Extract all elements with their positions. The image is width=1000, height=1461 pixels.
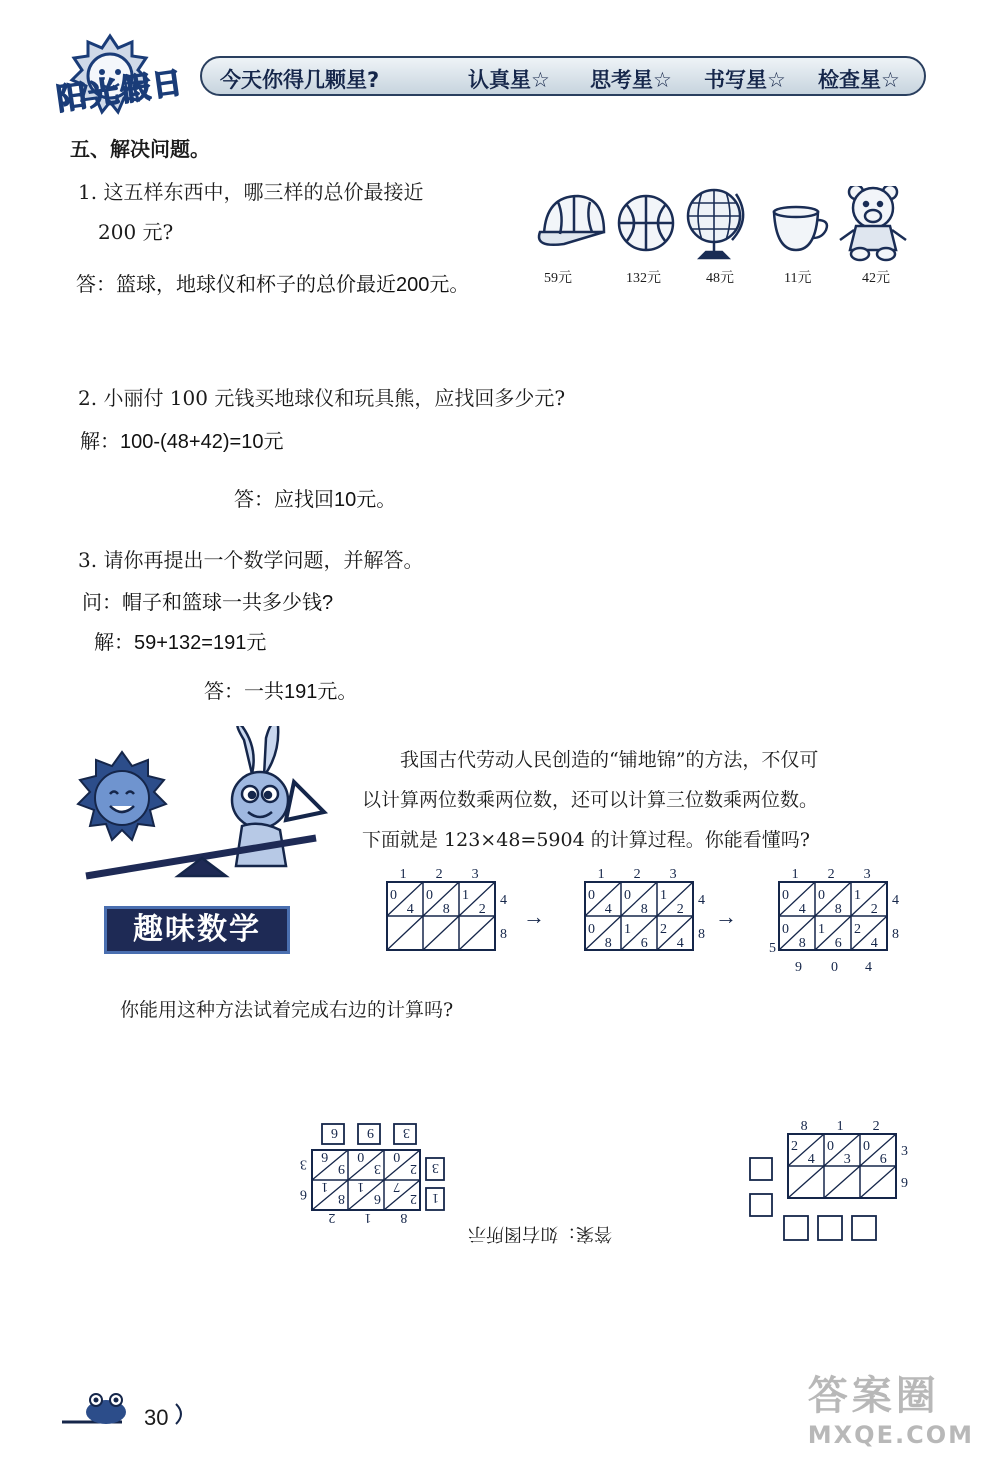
cell-ones-digit: 8 [640,902,648,917]
cell-tens-digit: 8 [338,1191,345,1206]
cell-tens-digit: 2 [791,1139,798,1154]
star-writing: 书写星☆ [704,68,786,92]
cell-ones-digit: 2 [676,902,684,917]
fun-math-para-line1: 我国古代劳动人民创造的“铺地锦”的方法，不仅可 [400,749,819,771]
teddy-bear-icon [840,186,906,260]
side-digit: 8 [500,927,507,943]
cap-icon [539,196,604,245]
cell-tens-digit: 9 [338,1161,345,1176]
page-number: 30 [144,1405,169,1430]
cell-ones-digit: 8 [798,936,806,951]
result-digit-1: 5 [769,941,776,956]
cell-ones-digit: 6 [321,1149,329,1164]
cell-ones-digit: 4 [406,902,414,917]
cell-tens-digit: 1 [818,922,825,937]
price-basketball: 132元 [626,271,661,286]
result-digit-3: 0 [831,960,838,975]
cell-tens-digit: 6 [374,1191,381,1206]
q2-answer: 答：应找回10元。 [234,489,397,511]
q3-text: 3. 请你再提出一个数学问题，并解答。 [78,548,424,572]
result-digit-4: 4 [865,960,872,975]
cell-ones-digit: 8 [834,902,842,917]
price-bear: 42元 [862,271,890,286]
cell-tens-digit: 2 [660,922,667,937]
side-digit: 3 [901,1143,908,1159]
q1-text-line1: 1. 这五样东西中，哪三样的总价最接近 [78,180,424,204]
answer-blank-box [852,1216,876,1240]
example-grids [375,866,905,976]
cell-tens-digit: 0 [588,922,595,937]
cell-tens-digit: 0 [827,1139,834,1154]
q2-text: 2. 小丽付 100 元钱买地球仪和玩具熊，应找回多少元? [78,386,566,410]
cell-ones-digit: 4 [676,936,684,951]
cell-tens-digit: 1 [854,888,861,903]
cell-tens-digit: 2 [854,922,861,937]
section-title: 五、解决问题。 [70,137,210,161]
price-cup: 11元 [784,271,812,286]
side-digit: 6 [300,1186,307,1202]
example-grid-step1 [387,867,507,950]
cell-tens-digit: 1 [624,922,631,937]
banner-prompt: 今天你得几颗星? [220,68,380,92]
frog-icon [62,1390,202,1430]
answer-blank-box [750,1194,772,1216]
top-digit: 2 [328,1210,336,1225]
answer-side-box-digit: 1 [432,1190,439,1205]
side-digit: 9 [901,1175,908,1191]
answer-blank-box [784,1216,808,1240]
q1-answer: 答：篮球，地球仪和杯子的总价最近200元。 [76,274,470,296]
top-digit: 3 [471,867,479,882]
answer-blank-box [818,1216,842,1240]
arrow-1: → [523,904,545,929]
top-digit: 2 [872,1119,880,1134]
cell-tens-digit: 1 [462,888,469,903]
q1-text-line2: 200 元? [98,220,174,244]
top-digit: 3 [863,867,871,882]
cell-ones-digit: 8 [442,902,450,917]
answer-side-box-digit: 3 [432,1160,439,1175]
side-digit: 8 [892,927,899,943]
cell-tens-digit: 3 [374,1161,381,1176]
logo-text: 阳光假日 [54,65,187,118]
q3-question: 问：帽子和篮球一共多少钱? [82,592,334,614]
cell-ones-digit: 4 [870,936,878,951]
q2-solution: 解：100-(48+42)=10元 [80,431,284,453]
cell-ones-digit: 3 [843,1152,851,1167]
top-digit: 1 [364,1210,372,1225]
answer-top-box-digit: 6 [331,1125,338,1140]
cell-ones-digit: 6 [879,1152,887,1167]
side-digit: 8 [698,927,705,943]
top-digit: 3 [669,867,677,882]
fun-math-label: 趣味数学 [104,906,290,954]
answer-top-box-digit: 9 [367,1125,374,1140]
cell-ones-digit: 8 [604,936,612,951]
top-digit: 8 [800,1119,808,1134]
answer-blank-box [750,1158,772,1180]
exercise-grid [748,1114,918,1246]
cell-tens-digit: 0 [863,1139,870,1154]
cell-tens-digit: 0 [624,888,631,903]
basketball-icon [619,196,673,250]
cup-icon [774,207,827,250]
top-digit: 2 [633,867,641,882]
answer-top-box-digit: 3 [403,1125,410,1140]
cell-ones-digit: 4 [604,902,612,917]
cell-ones-digit: 1 [357,1179,365,1194]
top-digit: 1 [836,1119,844,1134]
fun-math-para-line2: 以计算两位数乘两位数，还可以计算三位数乘两位数。 [362,789,819,811]
cell-tens-digit: 0 [782,888,789,903]
star-rating-banner [200,56,926,96]
top-digit: 1 [597,867,605,882]
cell-tens-digit: 1 [660,888,667,903]
top-digit: 8 [400,1210,408,1225]
side-digit: 4 [698,893,705,909]
top-digit: 1 [791,867,799,882]
watermark [808,1364,974,1449]
cell-ones-digit: 6 [834,936,842,951]
example-grid-step2 [585,867,705,951]
cell-tens-digit: 2 [410,1161,417,1176]
cell-tens-digit: 0 [390,888,397,903]
side-digit: 4 [500,893,507,909]
globe-icon [688,190,743,258]
watermark-line2: MXQE.COM [807,1421,974,1449]
price-cap: 59元 [544,271,572,286]
cell-ones-digit: 4 [798,902,806,917]
example-grid-step3 [779,867,899,951]
cell-ones-digit: 4 [807,1152,815,1167]
fun-math-prompt: 你能用这种方法试着完成右边的计算吗? [120,999,454,1021]
side-digit: 3 [300,1156,307,1172]
top-digit: 2 [827,867,835,882]
answer-note-upside-down: 答案：如右图所示 [468,1224,612,1244]
cell-ones-digit: 0 [357,1149,365,1164]
arrow-2: → [715,904,737,929]
cell-ones-digit: 0 [393,1149,401,1164]
side-digit: 4 [892,893,899,909]
cell-tens-digit: 0 [782,922,789,937]
result-digit-2: 9 [795,960,802,975]
cell-tens-digit: 0 [588,888,595,903]
q3-solution: 解：59+132=191元 [94,632,267,654]
cell-tens-digit: 0 [818,888,825,903]
price-globe: 48元 [706,271,734,286]
cell-ones-digit: 6 [640,936,648,951]
fun-math-para-line3: 下面就是 123×48=5904 的计算过程。你能看懂吗? [362,829,810,851]
fun-math-illustration [66,726,336,916]
cell-ones-digit: 7 [393,1179,401,1194]
items-illustration [534,186,914,266]
smiling-sun-icon [78,752,166,840]
answer-grid-upside-down [278,1118,450,1250]
cell-ones-digit: 1 [321,1179,329,1194]
cell-tens-digit: 0 [426,888,433,903]
top-digit: 2 [435,867,443,882]
top-digit: 1 [399,867,407,882]
watermark-line1: 答案圈 [807,1373,940,1419]
star-checking: 检查星☆ [818,68,900,92]
q3-answer: 答：一共191元。 [204,681,358,703]
cell-ones-digit: 2 [870,902,878,917]
cell-ones-digit: 2 [478,902,486,917]
star-thinking: 思考星☆ [590,68,672,92]
star-serious: 认真星☆ [468,68,550,92]
cell-tens-digit: 2 [410,1191,417,1206]
